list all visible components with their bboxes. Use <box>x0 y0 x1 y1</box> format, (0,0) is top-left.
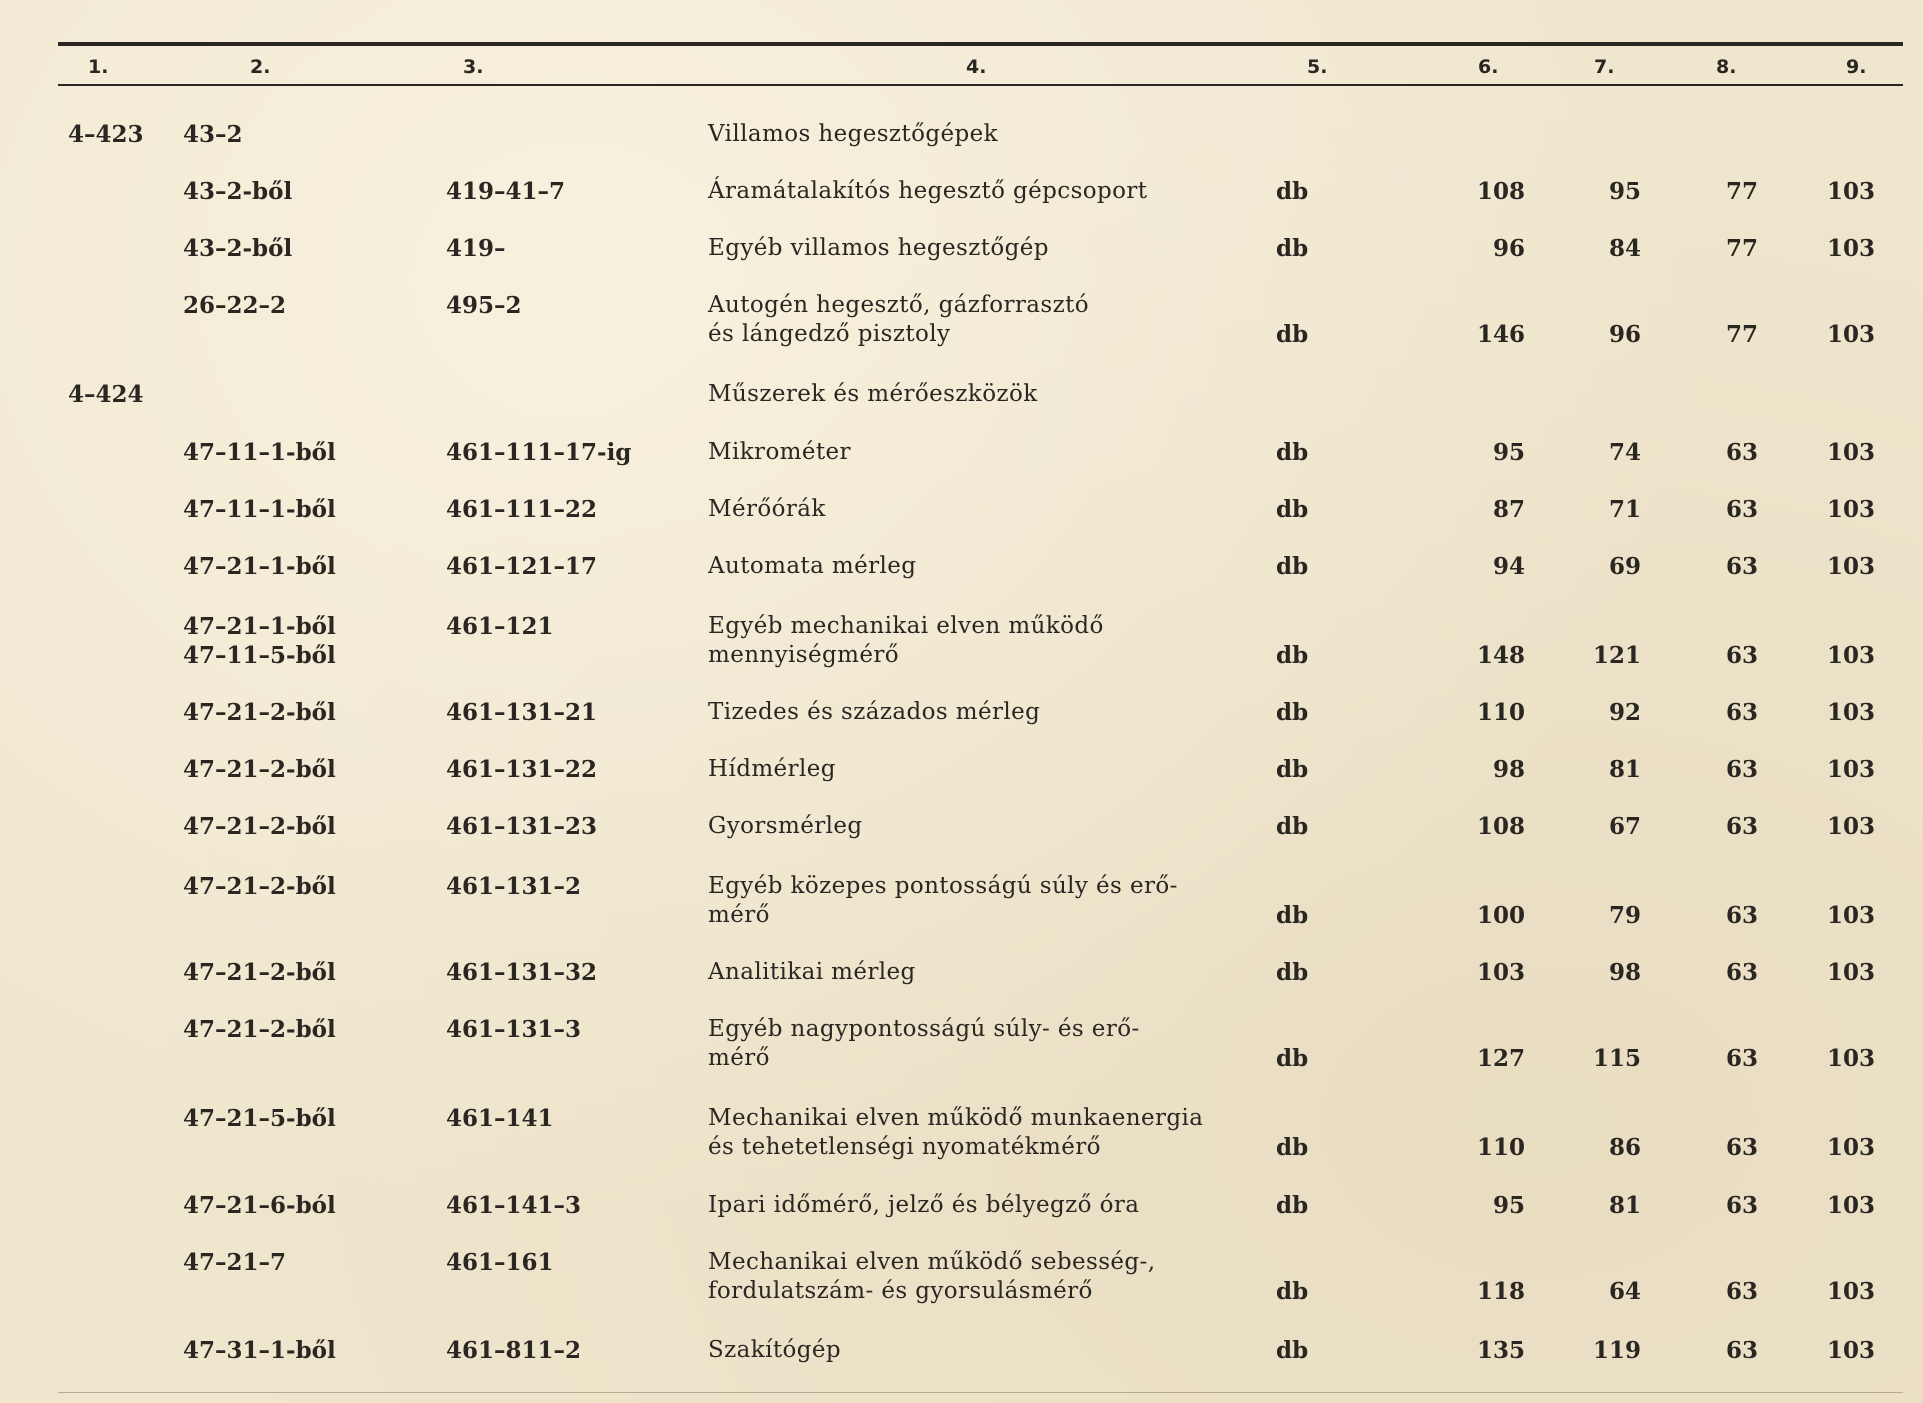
item-description: Autogén hegesztő, gázforrasztó <box>708 292 1089 318</box>
item-description: Műszerek és mérőeszközök <box>708 381 1038 407</box>
value-col-9: 103 <box>1826 756 1875 783</box>
item-description: Mérőórák <box>708 496 826 522</box>
value-col-8: 63 <box>1725 813 1758 840</box>
value-col-7: 95 <box>1608 178 1641 205</box>
value-col-6: 148 <box>1476 642 1525 669</box>
unit: db <box>1276 699 1309 726</box>
code-3: 461–811–2 <box>446 1337 582 1364</box>
code-2: 47–11–1-ből <box>183 496 336 523</box>
bottom-rule <box>58 1392 1903 1393</box>
code-2: 43–2-ből <box>183 178 293 205</box>
unit: db <box>1276 642 1309 669</box>
value-col-8: 63 <box>1725 1134 1758 1161</box>
value-col-9: 103 <box>1826 902 1875 929</box>
value-col-7: 96 <box>1608 321 1641 348</box>
code-3: 495–2 <box>446 292 522 319</box>
item-description-cont: és tehetetlenségi nyomatékmérő <box>708 1134 1101 1160</box>
value-col-9: 103 <box>1826 553 1875 580</box>
code-2: 47–21–7 <box>183 1249 287 1276</box>
code-2: 47–21–2-ből <box>183 959 336 986</box>
value-col-9: 103 <box>1826 813 1875 840</box>
value-col-8: 63 <box>1725 959 1758 986</box>
value-col-8: 63 <box>1725 902 1758 929</box>
value-col-6: 108 <box>1476 178 1525 205</box>
code-3: 461–131–23 <box>446 813 598 840</box>
group-code: 4–424 <box>68 381 144 408</box>
code-2: 47–21–2-ből <box>183 1016 336 1043</box>
item-description: Áramátalakítós hegesztő gépcsoport <box>708 178 1148 204</box>
item-description-cont: fordulatszám- és gyorsulásmérő <box>708 1278 1093 1304</box>
value-col-6: 96 <box>1492 235 1525 262</box>
code-3: 461–121 <box>446 613 554 640</box>
column-header-4: 4. <box>966 56 987 78</box>
value-col-6: 146 <box>1476 321 1525 348</box>
item-description-cont: mérő <box>708 902 770 928</box>
code-2: 47–21–1-ből <box>183 613 336 640</box>
unit: db <box>1276 959 1309 986</box>
code-2: 47–21–6-ból <box>183 1192 336 1219</box>
value-col-6: 110 <box>1476 1134 1525 1161</box>
value-col-6: 108 <box>1476 813 1525 840</box>
item-description: Hídmérleg <box>708 756 836 782</box>
column-header-5: 5. <box>1307 56 1328 78</box>
unit: db <box>1276 496 1309 523</box>
code-2: 47–31–1-ből <box>183 1337 336 1364</box>
value-col-8: 63 <box>1725 496 1758 523</box>
item-description: Gyorsmérleg <box>708 813 863 839</box>
value-col-8: 63 <box>1725 1337 1758 1364</box>
item-description-cont: mennyiségmérő <box>708 642 899 668</box>
code-2: 43–2 <box>183 121 243 148</box>
code-3: 461–111–22 <box>446 496 598 523</box>
code-2: 47–21–2-ből <box>183 699 336 726</box>
value-col-9: 103 <box>1826 642 1875 669</box>
value-col-8: 77 <box>1725 321 1758 348</box>
item-description-cont: mérő <box>708 1045 770 1071</box>
item-description: Automata mérleg <box>708 553 917 579</box>
unit: db <box>1276 235 1309 262</box>
value-col-7: 121 <box>1592 642 1641 669</box>
top-rule <box>58 42 1903 46</box>
value-col-6: 95 <box>1492 1192 1525 1219</box>
value-col-6: 135 <box>1476 1337 1525 1364</box>
item-description: Egyéb nagypontosságú súly- és erő- <box>708 1016 1140 1042</box>
unit: db <box>1276 1192 1309 1219</box>
item-description: Mechanikai elven működő munkaenergia <box>708 1105 1204 1131</box>
code-3: 461–141 <box>446 1105 554 1132</box>
unit: db <box>1276 178 1309 205</box>
value-col-7: 98 <box>1608 959 1641 986</box>
unit: db <box>1276 902 1309 929</box>
code-3: 461–141–3 <box>446 1192 582 1219</box>
unit: db <box>1276 1337 1309 1364</box>
value-col-6: 118 <box>1476 1278 1525 1305</box>
item-description: Mechanikai elven működő sebesség-, <box>708 1249 1156 1275</box>
header-rule <box>58 84 1903 86</box>
value-col-7: 74 <box>1608 439 1641 466</box>
unit: db <box>1276 321 1309 348</box>
value-col-7: 81 <box>1608 756 1641 783</box>
value-col-8: 77 <box>1725 235 1758 262</box>
group-code: 4–423 <box>68 121 144 148</box>
item-description: Villamos hegesztőgépek <box>708 121 998 147</box>
value-col-9: 103 <box>1826 699 1875 726</box>
code-2: 47–11–1-ből <box>183 439 336 466</box>
code-3: 419–41–7 <box>446 178 566 205</box>
value-col-9: 103 <box>1826 496 1875 523</box>
code-2: 47–21–2-ből <box>183 873 336 900</box>
value-col-8: 63 <box>1725 699 1758 726</box>
value-col-9: 103 <box>1826 178 1875 205</box>
code-3: 461–131–2 <box>446 873 582 900</box>
value-col-8: 63 <box>1725 1278 1758 1305</box>
column-header-1: 1. <box>88 56 109 78</box>
code-3: 461–111–17-ig <box>446 439 632 466</box>
value-col-9: 103 <box>1826 1278 1875 1305</box>
value-col-8: 63 <box>1725 642 1758 669</box>
value-col-6: 100 <box>1476 902 1525 929</box>
value-col-8: 77 <box>1725 178 1758 205</box>
value-col-9: 103 <box>1826 235 1875 262</box>
value-col-6: 98 <box>1492 756 1525 783</box>
value-col-7: 67 <box>1608 813 1641 840</box>
code-3: 461–131–22 <box>446 756 598 783</box>
value-col-6: 110 <box>1476 699 1525 726</box>
value-col-9: 103 <box>1826 321 1875 348</box>
column-header-3: 3. <box>463 56 484 78</box>
value-col-9: 103 <box>1826 1192 1875 1219</box>
item-description: Mikrométer <box>708 439 851 465</box>
value-col-9: 103 <box>1826 959 1875 986</box>
code-3: 461–131–32 <box>446 959 598 986</box>
code-2: 47–21–2-ből <box>183 756 336 783</box>
value-col-7: 71 <box>1608 496 1641 523</box>
value-col-7: 64 <box>1608 1278 1641 1305</box>
item-description: Ipari időmérő, jelző és bélyegző óra <box>708 1192 1140 1218</box>
column-header-9: 9. <box>1846 56 1867 78</box>
code-2: 47–21–1-ből <box>183 553 336 580</box>
value-col-8: 63 <box>1725 439 1758 466</box>
item-description: Analitikai mérleg <box>708 959 916 985</box>
value-col-8: 63 <box>1725 756 1758 783</box>
code-3: 461–121–17 <box>446 553 598 580</box>
item-description-cont: és lángedző pisztoly <box>708 321 951 347</box>
code-3: 461–131–21 <box>446 699 598 726</box>
code-2: 47–21–5-ből <box>183 1105 336 1132</box>
unit: db <box>1276 439 1309 466</box>
value-col-7: 92 <box>1608 699 1641 726</box>
value-col-6: 95 <box>1492 439 1525 466</box>
column-header-6: 6. <box>1478 56 1499 78</box>
item-description: Tizedes és százados mérleg <box>708 699 1041 725</box>
value-col-6: 127 <box>1476 1045 1525 1072</box>
value-col-9: 103 <box>1826 439 1875 466</box>
column-header-7: 7. <box>1594 56 1615 78</box>
code-3: 419– <box>446 235 506 262</box>
value-col-8: 63 <box>1725 1192 1758 1219</box>
value-col-8: 63 <box>1725 1045 1758 1072</box>
value-col-6: 87 <box>1492 496 1525 523</box>
item-description: Egyéb mechanikai elven működő <box>708 613 1104 639</box>
code-2: 47–21–2-ből <box>183 813 336 840</box>
unit: db <box>1276 553 1309 580</box>
code-3: 461–161 <box>446 1249 554 1276</box>
value-col-9: 103 <box>1826 1045 1875 1072</box>
value-col-9: 103 <box>1826 1337 1875 1364</box>
code-3: 461–131–3 <box>446 1016 582 1043</box>
code-2: 26–22–2 <box>183 292 287 319</box>
value-col-7: 81 <box>1608 1192 1641 1219</box>
code-2: 43–2-ből <box>183 235 293 262</box>
value-col-7: 119 <box>1592 1337 1641 1364</box>
value-col-7: 84 <box>1608 235 1641 262</box>
value-col-7: 86 <box>1608 1134 1641 1161</box>
unit: db <box>1276 813 1309 840</box>
value-col-7: 69 <box>1608 553 1641 580</box>
item-description: Szakítógép <box>708 1337 842 1363</box>
value-col-8: 63 <box>1725 553 1758 580</box>
unit: db <box>1276 756 1309 783</box>
value-col-6: 103 <box>1476 959 1525 986</box>
column-header-8: 8. <box>1716 56 1737 78</box>
value-col-7: 115 <box>1592 1045 1641 1072</box>
code-2-secondary: 47–11–5-ből <box>183 642 336 669</box>
value-col-7: 79 <box>1608 902 1641 929</box>
value-col-6: 94 <box>1492 553 1525 580</box>
unit: db <box>1276 1134 1309 1161</box>
unit: db <box>1276 1278 1309 1305</box>
column-header-2: 2. <box>250 56 271 78</box>
item-description: Egyéb villamos hegesztőgép <box>708 235 1049 261</box>
unit: db <box>1276 1045 1309 1072</box>
value-col-9: 103 <box>1826 1134 1875 1161</box>
item-description: Egyéb közepes pontosságú súly és erő- <box>708 873 1178 899</box>
